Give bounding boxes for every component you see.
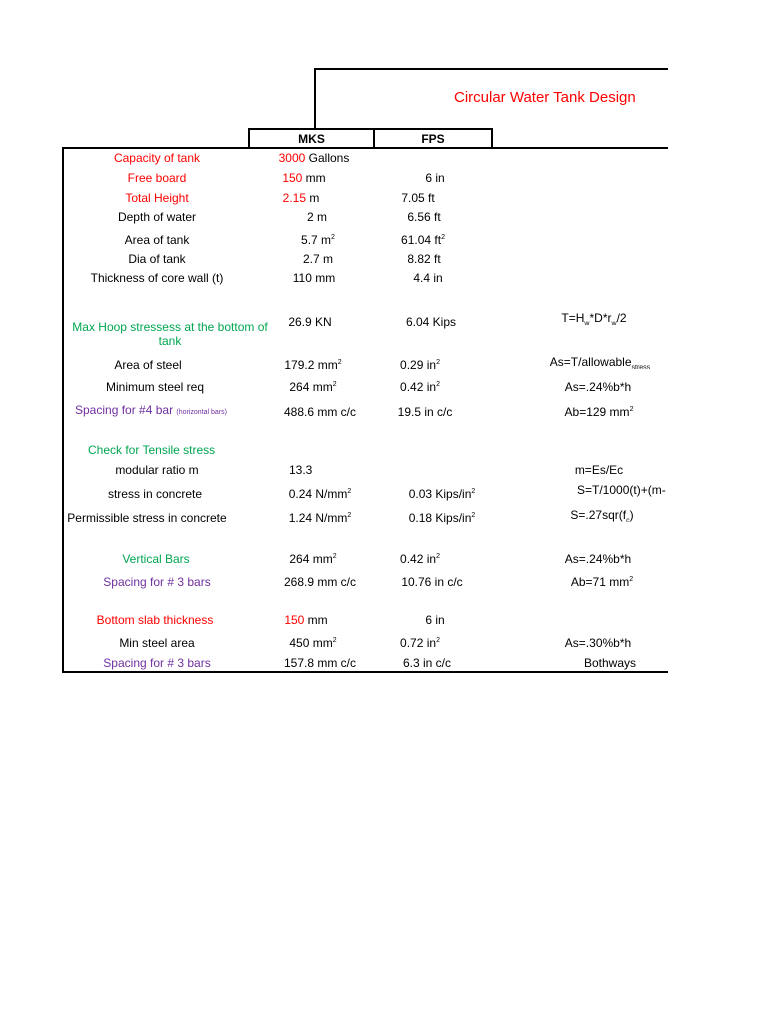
formula-spacing-3b: Bothways <box>583 656 637 670</box>
formula-permissible-sub: c <box>626 517 630 522</box>
formula-hoop-sub1: w <box>584 320 590 325</box>
mks-steel-area-sup: 2 <box>337 359 342 366</box>
formula-spacing-4-text: Ab=129 mm <box>564 405 630 419</box>
fps-thickness: 4.4 in <box>413 271 443 285</box>
mks-min-steel-sup: 2 <box>332 381 337 388</box>
label-min-steel-area: Min steel area <box>119 636 195 650</box>
mks-steel-area <box>257 358 369 372</box>
formula-min-area: As=.30%b*h <box>564 636 632 650</box>
mks-capacity-value: 3000 <box>278 151 306 165</box>
fps-stress-value: 0.03 Kips/in <box>408 487 472 501</box>
mks-freeboard-value: 150 <box>282 171 303 185</box>
fps-min-area-sup: 2 <box>436 637 440 644</box>
formula-hoop-b: *D*r <box>589 311 612 325</box>
mks-permissible <box>264 511 376 525</box>
mks-height-value: 2.15 <box>282 191 306 205</box>
label-min-steel: Minimum steel req <box>105 380 205 394</box>
formula-steel-area-a: As=T/allowable <box>549 355 632 369</box>
formula-permissible-a: S=.27sqr(f <box>570 508 627 522</box>
fps-steel-area-sup: 2 <box>436 359 440 366</box>
mks-permissible-value: 1.24 N/mm <box>288 511 348 525</box>
mks-min-steel-value: 264 mm <box>289 380 333 394</box>
fps-area <box>373 233 473 247</box>
formula-steel-area-sub: stress <box>631 364 651 369</box>
label-depth: Depth of water <box>117 210 197 224</box>
mks-thickness: 110 mm <box>292 271 336 285</box>
formula-spacing-3a <box>528 575 676 589</box>
mks-hoop: 26.9 KN <box>288 315 332 329</box>
fps-permissible <box>392 511 492 525</box>
formula-spacing-3a-text: Ab=71 mm <box>570 575 630 589</box>
formula-steel-area <box>526 355 674 369</box>
mks-spacing-4: 488.6 mm c/c <box>283 405 357 419</box>
label-thickness: Thickness of core wall (t) <box>90 271 224 285</box>
page-title: Circular Water Tank Design <box>454 89 636 106</box>
mks-depth: 2 m <box>306 210 327 224</box>
mks-min-area-sup: 2 <box>332 637 337 644</box>
fps-slab: 6 in <box>425 613 445 627</box>
mks-area-sup: 2 <box>331 234 335 241</box>
fps-stress-sup: 2 <box>471 488 476 495</box>
mks-min-area-value: 450 mm <box>289 636 333 650</box>
mks-dia: 2.7 m <box>302 252 333 266</box>
label-steel-area: Area of steel <box>114 358 182 372</box>
label-permissible: Permissible stress in concrete <box>67 511 227 525</box>
mks-stress <box>264 487 376 501</box>
mks-stress-sup: 2 <box>347 488 352 495</box>
fps-spacing-4: 19.5 in c/c <box>397 405 453 419</box>
fps-steel-area <box>370 358 470 372</box>
formula-hoop-sub2: w <box>611 320 617 325</box>
fps-area-value: 61.04 ft <box>401 233 442 247</box>
fps-min-area-value: 0.72 in <box>400 636 437 650</box>
formula-hoop <box>520 311 668 325</box>
formula-spacing-3a-sup: 2 <box>629 576 634 583</box>
mks-capacity <box>258 151 370 165</box>
fps-vertical <box>370 552 470 566</box>
formula-hoop-c: /2 <box>616 311 627 325</box>
title-box-top-border <box>314 68 668 70</box>
table-bottom-border <box>62 671 668 673</box>
mks-min-steel <box>257 380 369 394</box>
fps-area-sup: 2 <box>441 234 445 241</box>
label-slab-thickness: Bottom slab thickness <box>96 613 214 627</box>
fps-min-steel <box>370 380 470 394</box>
label-stress: stress in concrete <box>107 487 203 501</box>
label-freeboard: Free board <box>127 171 187 185</box>
label-spacing-3a: Spacing for # 3 bars <box>103 575 211 589</box>
mks-vertical-sup: 2 <box>332 553 337 560</box>
mks-stress-value: 0.24 N/mm <box>288 487 348 501</box>
formula-permissible-b: ) <box>629 508 634 522</box>
formula-modular: m=Es/Ec <box>574 463 624 477</box>
header-mks: MKS <box>298 132 325 146</box>
mks-min-area <box>257 636 369 650</box>
header-right-border <box>491 128 493 148</box>
mks-height-unit: m <box>306 191 320 205</box>
mks-slab <box>250 613 362 627</box>
formula-spacing-4-sup: 2 <box>629 406 634 413</box>
fps-permissible-sup: 2 <box>471 512 476 519</box>
table-left-border <box>62 147 64 673</box>
mks-freeboard <box>248 171 360 185</box>
formula-hoop-a: T=H <box>561 311 585 325</box>
fps-vertical-sup: 2 <box>436 553 440 560</box>
label-spacing-3b: Spacing for # 3 bars <box>103 656 211 670</box>
mks-capacity-unit: Gallons <box>305 151 350 165</box>
mks-slab-unit: mm <box>304 613 328 627</box>
mks-modular: 13.3 <box>289 463 313 477</box>
formula-min-steel: As=.24%b*h <box>564 380 632 394</box>
label-vertical-bars: Vertical Bars <box>122 552 190 566</box>
fps-permissible-value: 0.18 Kips/in <box>408 511 472 525</box>
mks-freeboard-unit: mm <box>302 171 326 185</box>
header-top-border <box>248 128 493 130</box>
label-modular: modular ratio m <box>115 463 199 477</box>
formula-vertical: As=.24%b*h <box>564 552 632 566</box>
label-capacity: Capacity of tank <box>113 151 201 165</box>
fps-spacing-3b: 6.3 in c/c <box>402 656 452 670</box>
mks-vertical-value: 264 mm <box>289 552 333 566</box>
label-spacing-4 <box>75 403 227 417</box>
fps-hoop: 6.04 Kips <box>405 315 457 329</box>
header-fps: FPS <box>421 132 445 146</box>
mks-spacing-3b: 157.8 mm c/c <box>283 656 357 670</box>
label-dia: Dia of tank <box>128 252 186 266</box>
fps-dia: 8.82 ft <box>407 252 441 266</box>
label-spacing-4-text: Spacing for #4 bar <box>75 403 174 417</box>
label-tensile-check: Check for Tensile stress <box>88 443 216 457</box>
formula-stress: S=T/1000(t)+(m- <box>577 483 666 497</box>
fps-min-area <box>370 636 470 650</box>
mks-spacing-3a: 268.9 mm c/c <box>283 575 357 589</box>
label-hoop-stress: Max Hoop stressess at the bottom of tank <box>72 320 268 348</box>
mks-permissible-sup: 2 <box>347 512 352 519</box>
fps-vertical-value: 0.42 in <box>400 552 437 566</box>
mks-area-value: 5.7 m <box>301 233 332 247</box>
label-total-height: Total Height <box>125 191 189 205</box>
label-spacing-4-small: (horizontal bars) <box>176 409 227 416</box>
fps-total-height: 7.05 ft <box>401 191 435 205</box>
formula-permissible <box>528 508 676 522</box>
mks-slab-value: 150 <box>284 613 305 627</box>
label-area: Area of tank <box>124 233 190 247</box>
mks-vertical <box>257 552 369 566</box>
table-top-border <box>62 147 668 149</box>
fps-min-steel-value: 0.42 in <box>400 380 437 394</box>
fps-min-steel-sup: 2 <box>436 381 440 388</box>
fps-steel-area-value: 0.29 in <box>400 358 437 372</box>
formula-spacing-4 <box>525 405 673 419</box>
fps-stress <box>392 487 492 501</box>
mks-steel-area-value: 179.2 mm <box>284 358 338 372</box>
mks-area <box>262 233 374 247</box>
mks-total-height <box>245 191 357 205</box>
title-box-left-border <box>314 68 316 130</box>
fps-spacing-3a: 10.76 in c/c <box>401 575 463 589</box>
fps-freeboard: 6 in <box>425 171 445 185</box>
fps-depth: 6.56 ft <box>407 210 441 224</box>
